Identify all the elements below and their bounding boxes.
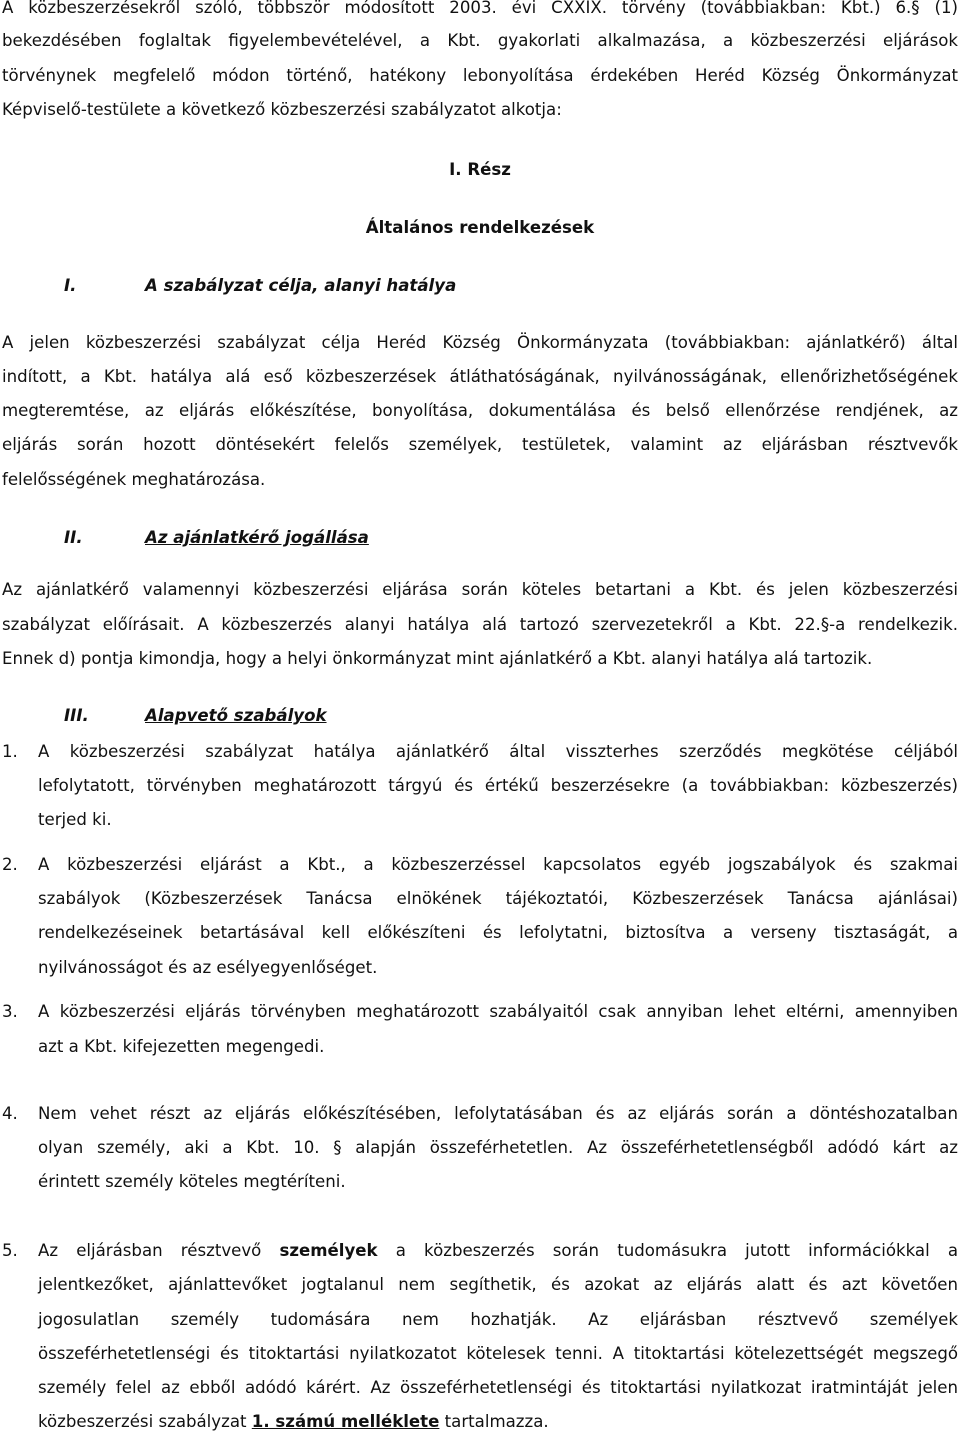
rule-text: tartalmazza. [444,1412,549,1431]
rule-text: a közbeszerzés során tudomásukra jutott információkkal a [395,1241,958,1260]
rule-line: személy felel az ebből adódó kárért. Az összeférhetetlenségi és titoktartási nyilatkozat iratmintáját jelen [38,1378,958,1397]
intro-line: Képviselő-testülete a következő közbeszerzési szabályzatot alkotja: [2,100,562,119]
intro-line: törvénynek megfelelő módon történő, hatékony lebonyolítása érdekében Heréd Község Önkormányzat [2,66,958,85]
section-heading [0,527,960,549]
annex-reference: 1. számú melléklete [251,1412,440,1431]
intro-line: A közbeszerzésekről szóló, többször módosított 2003. évi CXXIX. törvény (továbbiakban: Kbt.) 6.§ (1) [2,0,958,17]
rule-line: jelentkezőket, ajánlattevőket jogtalanul nem segíthetik, és azokat az eljárás alatt és azt követően [38,1275,958,1294]
rule-line: A közbeszerzési eljárás törvényben meghatározott szabályaitól csak annyiban lehet eltérni, amennyiben [38,1002,958,1021]
rule-line: rendelkezéseinek betartásával kell előkészíteni és lefolytatni, biztosítva a verseny tisztaságát, a [38,923,958,942]
rule-line: érintett személy köteles megtéríteni. [38,1172,346,1191]
section-title: Az ajánlatkérő jogállása [145,528,369,547]
section-number: II. [64,528,83,547]
rule-line [38,1240,958,1262]
rule-bold-text: személyek [279,1241,378,1260]
rule-line: Nem vehet részt az eljárás előkészítésében, lefolytatásában és az eljárás során a döntéshozatalban [38,1104,958,1123]
paragraph-line: felelősségének meghatározása. [2,470,266,489]
rule-line: olyan személy, aki a Kbt. 10. § alapján összeférhetetlen. Az összeférhetetlenségből adódó kárt az [38,1138,958,1157]
paragraph-line: megteremtése, az eljárás előkészítése, bonyolítása, dokumentálása és belső ellenőrzése rendjének, az [2,401,958,420]
rule-line: szabályok (Közbeszerzések Tanácsa elnökének tájékoztatói, Közbeszerzések Tanácsa ajánlásai) [38,889,958,908]
section-heading [0,705,960,727]
rule-number: 2. [2,855,18,874]
intro-line: bekezdésében foglaltak figyelembevételével, a Kbt. gyakorlati alkalmazása, a közbeszerzési eljárások [2,31,958,50]
rule-number: 5. [2,1241,18,1260]
section-heading [0,275,960,297]
part-title: I. Rész [449,160,511,179]
rule-text: közbeszerzési szabályzat [38,1412,247,1431]
rule-line: nyilvánosságot és az esélyegyenlőséget. [38,958,378,977]
paragraph-line: indított, a Kbt. hatálya alá eső közbeszerzések átláthatóságának, nyilvánosságának, ellenőrizhetőségének [2,367,958,386]
paragraph-line: Ennek d) pontja kimondja, hogy a helyi önkormányzat mint ajánlatkérő a Kbt. alanyi hatálya alá tartozik. [2,649,873,668]
section-title: A szabályzat célja, alanyi hatálya [145,276,457,295]
rule-line: azt a Kbt. kifejezetten megengedi. [38,1037,325,1056]
rule-line: jogosulatlan személy tudomására nem hozhatják. Az eljárásban résztvevő személyek [38,1310,958,1329]
rule-line: lefolytatott, törvényben meghatározott tárgyú és értékű beszerzésekre (a továbbiakban: közbeszerzés) [38,776,958,795]
paragraph-line: Az ajánlatkérő valamennyi közbeszerzési eljárása során köteles betartani a Kbt. és jelen közbeszerzési [2,580,958,599]
rule-line: A közbeszerzési eljárást a Kbt., a közbeszerzéssel kapcsolatos egyéb jogszabályok és szakmai [38,855,958,874]
rule-text: Az eljárásban résztvevő [38,1241,262,1260]
section-number: I. [64,276,77,295]
rule-line: összeférhetetlenségi és titoktartási nyilatkozatot kötelesek tenni. A titoktartási kötelezettségét megszegő [38,1344,958,1363]
section-number: III. [64,706,89,725]
rule-line: terjed ki. [38,810,112,829]
paragraph-line: szabályzat előírásait. A közbeszerzés alanyi hatálya alá tartozó szervezetekről a Kbt. 22.§-a rendelkezik. [2,615,958,634]
paragraph-line: A jelen közbeszerzési szabályzat célja Heréd Község Önkormányzata (továbbiakban: ajánlatkérő) által [2,333,958,352]
rule-number: 3. [2,1002,18,1021]
section-title: Alapvető szabályok [145,706,327,725]
rule-number: 4. [2,1104,18,1123]
rule-line [38,1411,958,1433]
rule-line: A közbeszerzési szabályzat hatálya ajánlatkérő által visszterhes szerződés megkötése céljából [38,742,958,761]
paragraph-line: eljárás során hozott döntésekért felelős személyek, testületek, valamint az eljárásban résztvevők [2,435,958,454]
part-subtitle: Általános rendelkezések [365,218,595,237]
rule-number: 1. [2,742,18,761]
